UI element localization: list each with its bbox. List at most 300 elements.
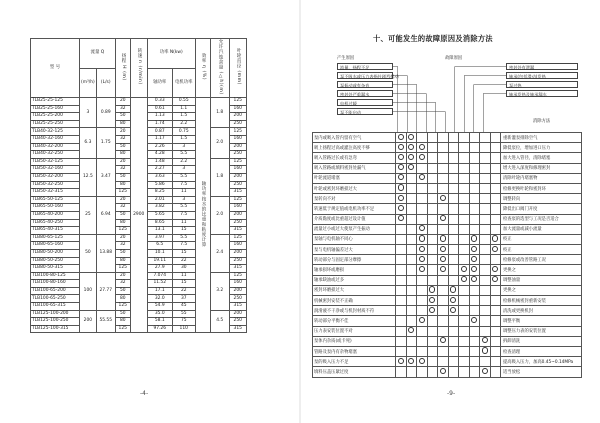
impeller-cell: 315 bbox=[229, 265, 246, 273]
mark-cell bbox=[427, 194, 438, 204]
mark-cell bbox=[438, 285, 449, 295]
cause-cell: 密封环磨损过大 bbox=[313, 285, 396, 295]
mark-cell bbox=[438, 153, 449, 163]
mark-cell bbox=[417, 245, 428, 255]
mark-cell bbox=[459, 133, 470, 143]
motor-power-cell: 5.5 bbox=[172, 234, 195, 242]
motor-power-cell: 15 bbox=[172, 249, 195, 257]
circle-mark-icon bbox=[450, 297, 456, 303]
mark-cell bbox=[417, 275, 428, 285]
mark-cell bbox=[448, 133, 459, 143]
mark-cell bbox=[417, 133, 428, 143]
shaft-power-cell: 3.63 bbox=[147, 173, 172, 181]
mark-cell bbox=[427, 133, 438, 143]
circle-mark-icon bbox=[461, 276, 467, 282]
shaft-power-cell: 5.65 bbox=[147, 211, 172, 219]
head-cell: 20 bbox=[115, 158, 130, 166]
mark-cell bbox=[396, 265, 407, 275]
mark-cell bbox=[480, 194, 491, 204]
mark-cell bbox=[490, 296, 501, 306]
mark-cell bbox=[438, 204, 449, 214]
mark-cell bbox=[406, 245, 417, 255]
mark-cell bbox=[396, 326, 407, 336]
impeller-cell: 160 bbox=[229, 136, 246, 144]
mark-cell bbox=[459, 275, 470, 285]
mark-cell bbox=[427, 265, 438, 275]
cause-cell: 压力表安装位置不对 bbox=[313, 326, 396, 336]
fault-row bbox=[313, 204, 582, 214]
connector-line bbox=[393, 85, 417, 133]
flow-m3h-cell: 100 bbox=[80, 272, 97, 310]
mark-cell bbox=[469, 265, 480, 275]
mark-cell bbox=[469, 204, 480, 214]
mark-cell bbox=[469, 163, 480, 173]
fault-label-left: 泵不能启动 bbox=[337, 108, 393, 115]
mark-cell bbox=[396, 204, 407, 214]
remedy-cell: 降低出口阀门开度 bbox=[501, 204, 582, 214]
circle-mark-icon bbox=[398, 184, 404, 190]
motor-power-cell: 3 bbox=[172, 196, 195, 204]
mark-cell bbox=[469, 224, 480, 234]
circle-mark-icon bbox=[419, 256, 425, 262]
mark-cell bbox=[490, 255, 501, 265]
circle-mark-icon bbox=[398, 358, 404, 364]
impeller-cell: 160 bbox=[229, 242, 246, 250]
connector-line bbox=[393, 67, 398, 133]
head-cell: 50 bbox=[115, 173, 130, 181]
circle-mark-icon bbox=[408, 144, 414, 150]
mark-cell bbox=[459, 326, 470, 336]
circle-mark-icon bbox=[440, 266, 446, 272]
cause-cell: 吸上扬程过高或灌注高度不够 bbox=[313, 143, 396, 153]
motor-power-cell: 11 bbox=[172, 272, 195, 280]
circle-mark-icon bbox=[398, 164, 404, 170]
motor-power-cell: 0.75 bbox=[172, 128, 195, 136]
shaft-power-cell: 19.11 bbox=[147, 257, 172, 265]
npsh-cell: 2.0 bbox=[210, 128, 229, 158]
flow-m3h-cell: 3 bbox=[80, 98, 97, 128]
shaft-power-cell: 1.48 bbox=[147, 158, 172, 166]
mark-cell bbox=[406, 194, 417, 204]
mark-cell bbox=[480, 234, 491, 244]
mark-cell bbox=[406, 316, 417, 326]
mark-cell bbox=[480, 316, 491, 326]
fault-row bbox=[313, 275, 582, 285]
mark-cell bbox=[427, 183, 438, 193]
impeller-cell: 200 bbox=[229, 113, 246, 121]
header-causes: 故障原因 bbox=[445, 56, 463, 61]
head-cell: 80 bbox=[115, 318, 130, 326]
mark-cell bbox=[417, 143, 428, 153]
cause-cell: 吸入管路过长或有急弯 bbox=[313, 153, 396, 163]
mark-cell bbox=[438, 265, 449, 275]
mark-cell bbox=[417, 296, 428, 306]
mark-cell bbox=[406, 234, 417, 244]
motor-power-cell: 11 bbox=[172, 219, 195, 227]
model-cell: TLB80-65-125 bbox=[31, 234, 80, 242]
mark-cell bbox=[459, 336, 470, 346]
motor-power-cell: 45 bbox=[172, 303, 195, 311]
motor-power-cell: 22 bbox=[172, 257, 195, 265]
connector-line bbox=[455, 67, 506, 133]
impeller-cell: 250 bbox=[229, 151, 246, 159]
circle-mark-icon bbox=[419, 358, 425, 364]
fault-row bbox=[313, 326, 582, 336]
cause-cell: 介质黏度或比重超过设计值 bbox=[313, 214, 396, 224]
mark-cell bbox=[396, 357, 407, 367]
model-cell: TLB100-80-160 bbox=[31, 280, 80, 288]
circle-mark-icon bbox=[492, 266, 498, 272]
impeller-cell: 250 bbox=[229, 181, 246, 189]
mark-cell bbox=[490, 214, 501, 224]
head-cell: 20 bbox=[115, 98, 130, 106]
impeller-cell: 125 bbox=[229, 272, 246, 280]
circle-mark-icon bbox=[419, 144, 425, 150]
head-cell: 20 bbox=[115, 234, 130, 242]
mark-cell bbox=[438, 224, 449, 234]
mark-cell bbox=[469, 194, 480, 204]
motor-power-cell: 37 bbox=[172, 295, 195, 303]
cause-cell: 泵轴与电机轴不同心 bbox=[313, 234, 396, 244]
shaft-power-cell: 32.0 bbox=[147, 295, 172, 303]
mark-cell bbox=[459, 194, 470, 204]
mark-cell bbox=[480, 336, 491, 346]
connector-line bbox=[464, 76, 506, 133]
circle-mark-icon bbox=[440, 256, 446, 262]
shaft-power-cell: 58.1 bbox=[147, 318, 172, 326]
col-motor-power: 电机功率 bbox=[172, 68, 195, 98]
mark-cell bbox=[448, 245, 459, 255]
impeller-cell: 200 bbox=[229, 310, 246, 318]
mark-cell bbox=[427, 296, 438, 306]
model-cell: TLB25-25-250 bbox=[31, 120, 80, 128]
fault-row bbox=[313, 194, 582, 204]
circle-mark-icon bbox=[408, 164, 414, 170]
fault-row bbox=[313, 173, 582, 183]
flow-ls-cell: 0.89 bbox=[96, 98, 115, 128]
flow-ls-cell: 13.88 bbox=[96, 234, 115, 272]
left-page-number: -4- bbox=[140, 390, 149, 397]
mark-cell bbox=[406, 346, 417, 356]
head-cell: 50 bbox=[115, 310, 130, 318]
flow-m3h-cell: 200 bbox=[80, 310, 97, 333]
head-cell: 50 bbox=[115, 287, 130, 295]
mark-cell bbox=[480, 224, 491, 234]
col-eff: 效率 η (%) bbox=[195, 39, 210, 98]
shaft-power-cell: 4.28 bbox=[147, 151, 172, 159]
mark-cell bbox=[480, 204, 491, 214]
head-cell: 32 bbox=[115, 105, 130, 113]
head-cell: 80 bbox=[115, 257, 130, 265]
mark-cell bbox=[406, 265, 417, 275]
fault-label-right: 轴承发热及轴承漏水 bbox=[506, 90, 578, 97]
mark-cell bbox=[417, 183, 428, 193]
circle-mark-icon bbox=[398, 195, 404, 201]
mark-cell bbox=[490, 316, 501, 326]
mark-cell bbox=[469, 275, 480, 285]
mark-cell bbox=[448, 163, 459, 173]
mark-cell bbox=[480, 153, 491, 163]
mark-cell bbox=[448, 214, 459, 224]
mark-cell bbox=[469, 214, 480, 224]
mark-cell bbox=[417, 234, 428, 244]
remedy-cell: 提高吸入压力，加高0.45~0.14MPa bbox=[501, 357, 582, 367]
mark-cell bbox=[448, 346, 459, 356]
fault-row bbox=[313, 357, 582, 367]
shaft-power-cell: 10.1 bbox=[147, 249, 172, 257]
circle-mark-icon bbox=[398, 154, 404, 160]
connector-line bbox=[474, 85, 506, 133]
mark-cell bbox=[448, 183, 459, 193]
col-model: 型 号 bbox=[31, 39, 80, 98]
mark-cell bbox=[427, 316, 438, 326]
motor-power-cell: 3 bbox=[172, 166, 195, 174]
mark-cell bbox=[406, 204, 417, 214]
circle-mark-icon bbox=[440, 246, 446, 252]
mark-cell bbox=[490, 194, 501, 204]
fault-row bbox=[313, 143, 582, 153]
model-cell: TLB50-32-125 bbox=[31, 158, 80, 166]
mark-cell bbox=[406, 173, 417, 183]
mark-cell bbox=[469, 245, 480, 255]
circle-mark-icon bbox=[471, 256, 477, 262]
mark-cell bbox=[448, 153, 459, 163]
mark-cell bbox=[469, 255, 480, 265]
mark-cell bbox=[438, 296, 449, 306]
mark-cell bbox=[427, 204, 438, 214]
circle-mark-icon bbox=[429, 307, 435, 313]
mark-cell bbox=[480, 183, 491, 193]
header-remedy: 消除方法 bbox=[533, 119, 551, 124]
model-cell: TLB25-25-160 bbox=[31, 105, 80, 113]
mark-cell bbox=[438, 245, 449, 255]
mark-cell bbox=[427, 214, 438, 224]
mark-cell bbox=[427, 234, 438, 244]
mark-cell bbox=[480, 367, 491, 377]
mark-cell bbox=[406, 357, 417, 367]
cause-cell: 填料压盖压紧过度 bbox=[313, 367, 396, 377]
mark-cell bbox=[459, 153, 470, 163]
mark-cell bbox=[480, 143, 491, 153]
head-cell: 32 bbox=[115, 166, 130, 174]
mark-cell bbox=[459, 255, 470, 265]
mark-cell bbox=[396, 316, 407, 326]
mark-cell bbox=[427, 357, 438, 367]
cause-cell: 叶轮或密封环磨损过大 bbox=[313, 183, 396, 193]
fault-row bbox=[313, 234, 582, 244]
circle-mark-icon bbox=[408, 154, 414, 160]
mark-cell bbox=[417, 153, 428, 163]
motor-power-cell: 1.5 bbox=[172, 113, 195, 121]
circle-mark-icon bbox=[471, 266, 477, 272]
mark-cell bbox=[448, 224, 459, 234]
model-cell: TLB50-32-315 bbox=[31, 189, 80, 197]
mark-cell bbox=[480, 357, 491, 367]
head-cell: 20 bbox=[115, 272, 130, 280]
motor-power-cell: 2.2 bbox=[172, 120, 195, 128]
mark-cell bbox=[469, 153, 480, 163]
mark-cell bbox=[469, 336, 480, 346]
impeller-cell: 200 bbox=[229, 287, 246, 295]
circle-mark-icon bbox=[440, 215, 446, 221]
circle-mark-icon bbox=[429, 297, 435, 303]
remedy-cell: 降低泵位，增加进口压力 bbox=[501, 143, 582, 153]
motor-power-cell: 7.5 bbox=[172, 211, 195, 219]
mark-cell bbox=[459, 265, 470, 275]
cause-cell: 管路及泵内有杂物堵塞 bbox=[313, 346, 396, 356]
mark-cell bbox=[459, 367, 470, 377]
mark-cell bbox=[448, 336, 459, 346]
model-cell: TLB100-65-200 bbox=[31, 287, 80, 295]
fault-row bbox=[313, 183, 582, 193]
cause-cell: 流量过小或过大使泵产生振动 bbox=[313, 224, 396, 234]
model-cell: TLB125-100-200 bbox=[31, 310, 80, 318]
head-cell: 50 bbox=[115, 249, 130, 257]
remedy-cell: 调整压力表的安装位置 bbox=[501, 326, 582, 336]
mark-cell bbox=[490, 245, 501, 255]
mark-cell bbox=[396, 214, 407, 224]
motor-power-cell: 7.5 bbox=[172, 242, 195, 250]
circle-mark-icon bbox=[398, 174, 404, 180]
mark-cell bbox=[490, 224, 501, 234]
model-cell: TLB50-32-250 bbox=[31, 181, 80, 189]
mark-cell bbox=[480, 275, 491, 285]
shaft-power-cell: 7.074 bbox=[147, 272, 172, 280]
model-cell: TLB50-32-160 bbox=[31, 166, 80, 174]
mark-cell bbox=[427, 285, 438, 295]
mark-cell bbox=[427, 143, 438, 153]
mark-cell bbox=[406, 153, 417, 163]
motor-power-cell: 0.55 bbox=[172, 98, 195, 106]
circle-mark-icon bbox=[408, 358, 414, 364]
mark-cell bbox=[438, 183, 449, 193]
impeller-cell: 200 bbox=[229, 211, 246, 219]
mark-cell bbox=[490, 326, 501, 336]
impeller-cell: 250 bbox=[229, 120, 246, 128]
col-flow-m3h: (m³/h) bbox=[80, 68, 97, 98]
mark-cell bbox=[417, 204, 428, 214]
mark-cell bbox=[438, 255, 449, 265]
mark-cell bbox=[459, 296, 470, 306]
fault-label-left: 流量、扬程不足 bbox=[337, 63, 393, 70]
shaft-power-cell: 8.25 bbox=[147, 189, 172, 197]
shaft-power-cell: 11.52 bbox=[147, 280, 172, 288]
flow-ls-cell: 27.77 bbox=[96, 272, 115, 310]
head-cell: 125 bbox=[115, 325, 130, 333]
mark-cell bbox=[396, 153, 407, 163]
motor-power-cell: 15 bbox=[172, 227, 195, 235]
mark-cell bbox=[490, 133, 501, 143]
impeller-cell: 315 bbox=[229, 303, 246, 311]
circle-mark-icon bbox=[398, 205, 404, 211]
shaft-power-cell: 17.1 bbox=[147, 287, 172, 295]
mark-cell bbox=[459, 163, 470, 173]
mark-cell bbox=[448, 194, 459, 204]
fault-label-left: 电机过载 bbox=[337, 99, 393, 106]
col-shaft-power: 轴功率 bbox=[147, 68, 172, 98]
connector-line bbox=[393, 76, 407, 133]
impeller-cell: 315 bbox=[229, 227, 246, 235]
circle-mark-icon bbox=[440, 235, 446, 241]
shaft-power-cell: 0.87 bbox=[147, 128, 172, 136]
mark-cell bbox=[396, 183, 407, 193]
cause-cell: 泵的吸入压力不足 bbox=[313, 357, 396, 367]
mark-cell bbox=[490, 163, 501, 173]
mark-cell bbox=[417, 346, 428, 356]
mark-cell bbox=[459, 306, 470, 316]
mark-cell bbox=[459, 173, 470, 183]
fault-row bbox=[313, 346, 582, 356]
mark-cell bbox=[480, 255, 491, 265]
mark-cell bbox=[448, 326, 459, 336]
mark-cell bbox=[438, 357, 449, 367]
shaft-power-cell: 54.9 bbox=[147, 303, 172, 311]
shaft-power-cell: 2.01 bbox=[147, 196, 172, 204]
mark-cell bbox=[490, 346, 501, 356]
mark-cell bbox=[448, 285, 459, 295]
col-impeller: 叶轮直径 (mm) bbox=[229, 39, 246, 98]
cause-cell: 吸入管路或填料密封处漏气 bbox=[313, 163, 396, 173]
mark-cell bbox=[396, 275, 407, 285]
mark-cell bbox=[448, 275, 459, 285]
mark-cell bbox=[490, 275, 501, 285]
mark-cell bbox=[438, 173, 449, 183]
mark-cell bbox=[480, 326, 491, 336]
impeller-cell: 125 bbox=[229, 196, 246, 204]
flow-m3h-cell: 12.5 bbox=[80, 158, 97, 196]
mark-cell bbox=[438, 336, 449, 346]
motor-power-cell: 5.5 bbox=[172, 204, 195, 212]
mark-cell bbox=[438, 194, 449, 204]
mark-cell bbox=[469, 367, 480, 377]
mark-cell bbox=[396, 255, 407, 265]
right-page-number: -9- bbox=[447, 390, 456, 397]
circle-mark-icon bbox=[419, 235, 425, 241]
model-cell: TLB40-32-160 bbox=[31, 136, 80, 144]
mark-cell bbox=[396, 173, 407, 183]
mark-cell bbox=[490, 285, 501, 295]
mark-cell bbox=[448, 367, 459, 377]
mark-cell bbox=[480, 296, 491, 306]
npsh-cell: 2.4 bbox=[210, 234, 229, 272]
model-cell: TLB65-50-160 bbox=[31, 204, 80, 212]
mark-cell bbox=[406, 224, 417, 234]
mark-cell bbox=[396, 224, 407, 234]
motor-power-cell: 7.5 bbox=[172, 181, 195, 189]
model-cell: TLB100-80-125 bbox=[31, 272, 80, 280]
remedy-cell: 校正 bbox=[501, 234, 582, 244]
impeller-cell: 315 bbox=[229, 189, 246, 197]
model-cell: TLB65-50-125 bbox=[31, 196, 80, 204]
mark-cell bbox=[448, 173, 459, 183]
mark-cell bbox=[459, 234, 470, 244]
shaft-power-cell: 0.61 bbox=[147, 105, 172, 113]
circle-mark-icon bbox=[471, 317, 477, 323]
speed-cell: 2900 bbox=[130, 98, 147, 333]
npsh-cell: 2.0 bbox=[210, 196, 229, 234]
mark-cell bbox=[480, 245, 491, 255]
circle-mark-icon bbox=[440, 195, 446, 201]
mark-cell bbox=[448, 265, 459, 275]
shaft-power-cell: 3.97 bbox=[147, 234, 172, 242]
model-cell: TLB65-40-315 bbox=[31, 227, 80, 235]
col-speed: 转速 n (r/min) bbox=[130, 39, 147, 98]
mark-cell bbox=[438, 306, 449, 316]
impeller-cell: 160 bbox=[229, 204, 246, 212]
fault-row bbox=[313, 224, 582, 234]
cause-cell: 泵转向不对 bbox=[313, 194, 396, 204]
circle-mark-icon bbox=[471, 235, 477, 241]
